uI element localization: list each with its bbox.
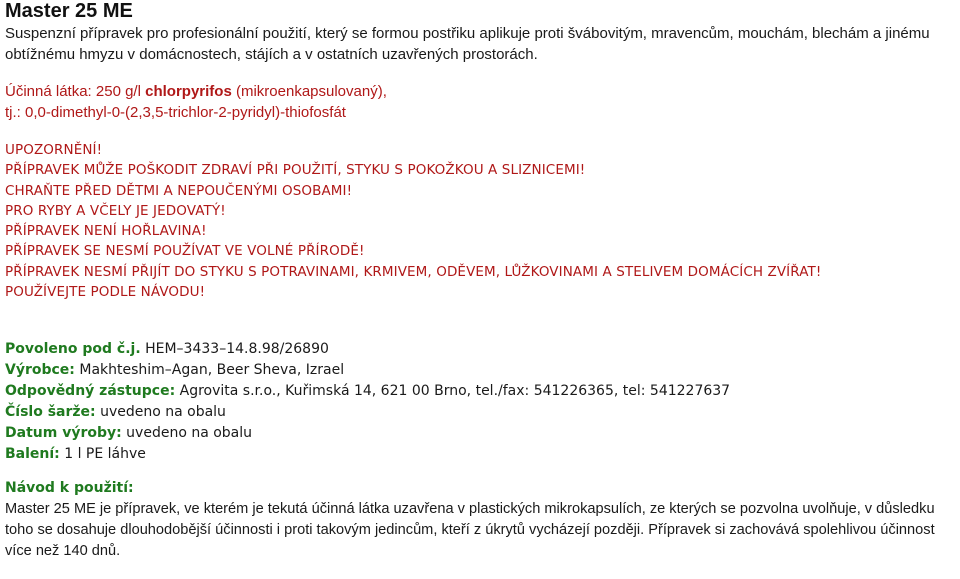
active-label: Účinná látka:	[5, 83, 92, 100]
instructions-text: Master 25 ME je přípravek, ve kterém je tekutá účinná látka uzavřena v plastických mikrokapsulích, ze kterých se pozvolna uvolňuje, v důsledku toho se dosahuje dlouhodobější účinnosti i proti takovým jedincům, kteří z úkrytů vycházejí později. Přípravek si zachovává spolehlivou účinnost více než 140 dnů.	[5, 501, 935, 560]
packaging-line	[5, 444, 955, 465]
page-title: Master 25 ME	[5, 0, 133, 22]
active-note: (mikroenkapsulovaný),	[235, 83, 387, 100]
warning-line: PŘÍPRAVEK NENÍ HOŘLAVINA!	[5, 223, 207, 240]
instructions-heading: Návod k použití:	[5, 480, 134, 497]
production-date-value: uvedeno na obalu	[126, 425, 253, 442]
active-chemical-line	[5, 102, 955, 123]
warning-line: UPOZORNĚNÍ!	[5, 142, 103, 158]
representative-line	[5, 381, 955, 402]
active-substance: chlorpyrifos	[145, 83, 232, 100]
maker-label: Výrobce:	[5, 362, 75, 379]
tj-label: tj.:	[5, 104, 21, 121]
document	[5, 0, 955, 562]
warning-line: CHRAŇTE PŘED DĚTMI A NEPOUČENÝMI OSOBAMI!	[5, 182, 353, 199]
batch-label: Číslo šarže:	[5, 404, 96, 421]
warning-line: PŘÍPRAVEK MŮŽE POŠKODIT ZDRAVÍ PŘI POUŽITÍ, STYKU S POKOŽKOU A SLIZNICEMI!	[5, 162, 586, 179]
warning-line: PŘÍPRAVEK NESMÍ PŘIJÍT DO STYKU S POTRAVINAMI, KRMIVEM, ODĚVEM, LŮŽKOVINAMI A STELIVEM DOMÁCÍCH ZVÍŘAT!	[5, 263, 822, 280]
packaging-label: Balení:	[5, 446, 60, 463]
representative-label: Odpovědný zástupce:	[5, 383, 176, 400]
warning-line: POUŽÍVEJTE PODLE NÁVODU!	[5, 284, 206, 301]
representative-value: Agrovita s.r.o., Kuřimská 14, 621 00 Brno, tel./fax: 541226365, tel: 541227637	[179, 383, 731, 400]
warnings-block	[5, 140, 955, 302]
packaging-value: 1 l PE láhve	[64, 446, 146, 463]
maker-line	[5, 360, 955, 381]
active-amount: 250 g/l	[95, 83, 141, 100]
intro-paragraph: Suspenzní přípravek pro profesionální použití, který se formou postřiku aplikuje proti švábovitým, mravencům, mouchám, blechám a jinému obtížnému hmyzu v domácnostech, stájích a v ostatních uzavřených prostorách.	[5, 25, 930, 63]
production-date-label: Datum výroby:	[5, 425, 122, 442]
permit-label: Povoleno pod č.j.	[5, 341, 141, 358]
active-ingredient-line	[5, 81, 955, 102]
batch-value: uvedeno na obalu	[100, 404, 226, 421]
batch-line	[5, 402, 955, 423]
maker-value: Makhteshim–Agan, Beer Sheva, Izrael	[79, 362, 345, 379]
production-date-line	[5, 423, 955, 444]
tj-value: 0,0-dimethyl-0-(2,3,5-trichlor-2-pyridyl)-thiofosfát	[25, 104, 346, 121]
instructions-heading-line	[5, 478, 955, 499]
permit-value: HEM–3433–14.8.98/26890	[145, 341, 329, 358]
warning-line: PŘÍPRAVEK SE NESMÍ POUŽÍVAT VE VOLNÉ PŘÍRODĚ!	[5, 243, 365, 260]
permit-line	[5, 339, 955, 360]
warning-line: PRO RYBY A VČELY JE JEDOVATÝ!	[5, 202, 226, 219]
product-info-block	[5, 339, 955, 465]
